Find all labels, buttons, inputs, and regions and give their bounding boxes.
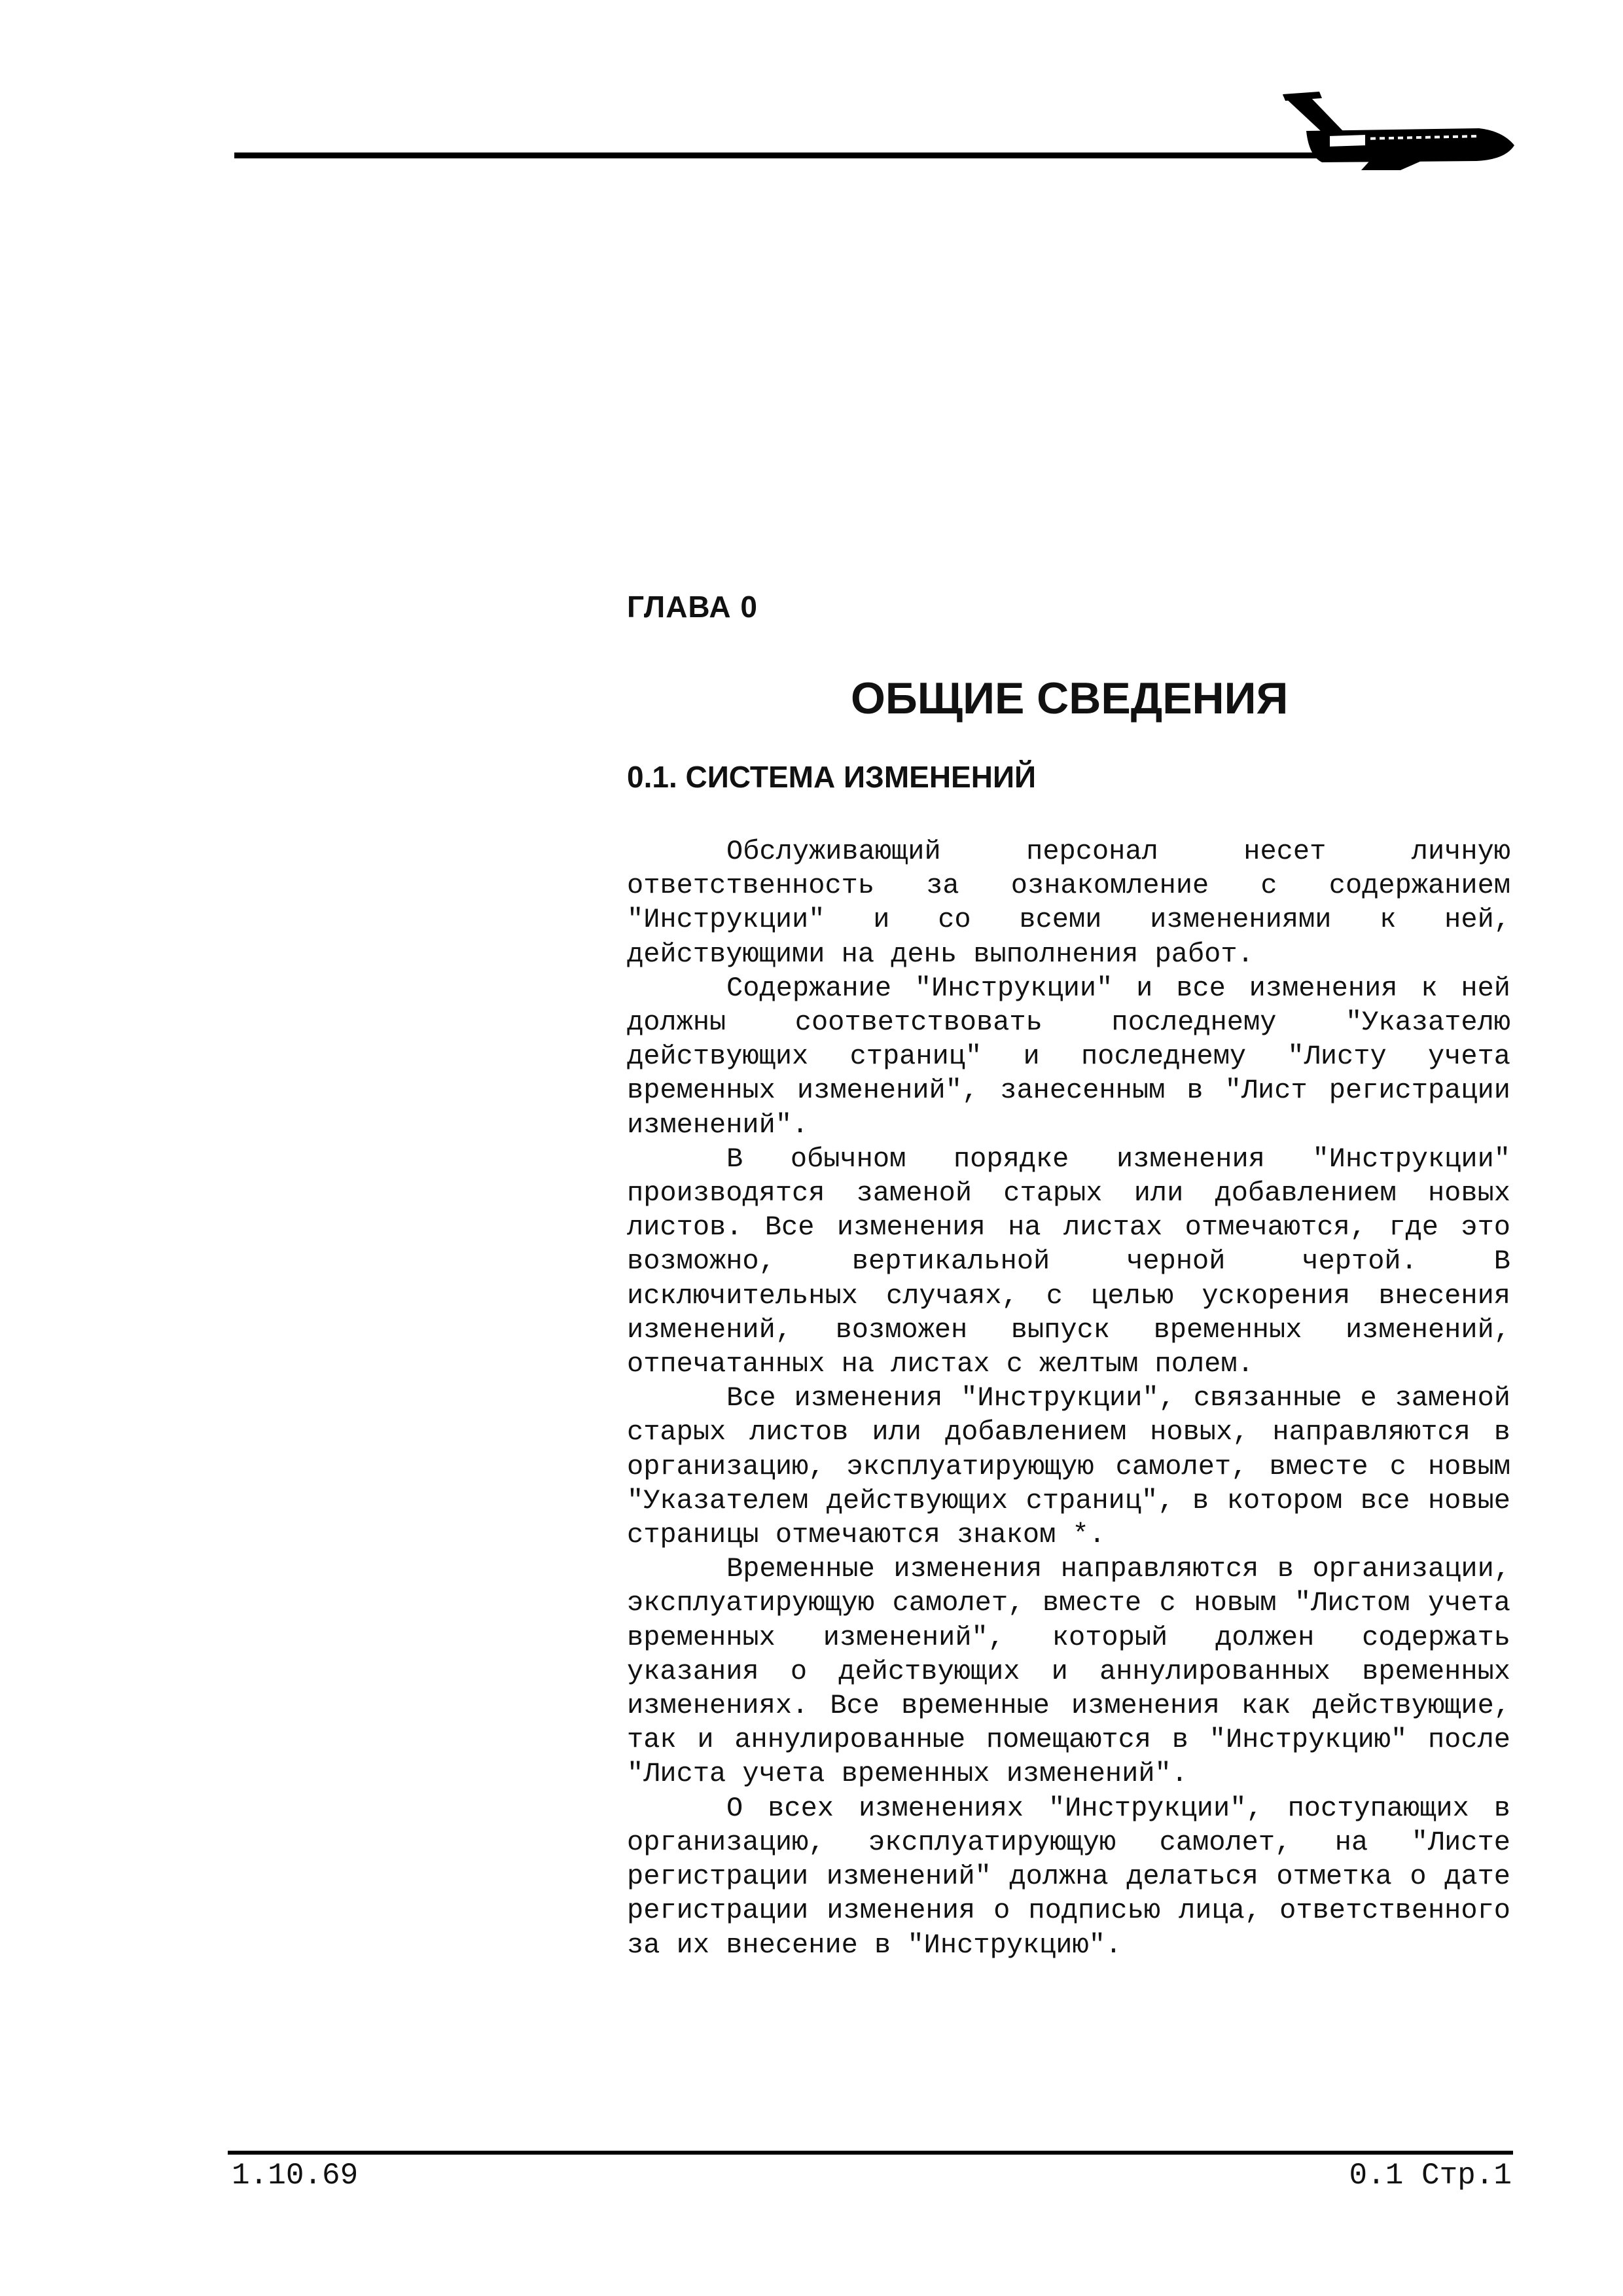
- paragraph: Все изменения "Инструкции", связанные е заменой старых листов или добавлением новых, направляются в организацию, эксплуатирующую самолет, вместе с новым "Указателем действующих страниц", в котором все новые страницы отмечаются знаком *.: [627, 1382, 1510, 1551]
- paragraph: В обычном порядке изменения "Инструкции" производятся заменой старых или добавлением новых листов. Все изменения на листах отмечаются, где это возможно, вертикальной черной чертой. В исключительных случаях, с целью ускорения внесения изменений, возможен выпуск временных изменений, отпечатанных на листах с желтым полем.: [627, 1143, 1510, 1380]
- chapter-label: ГЛАВА 0: [627, 590, 758, 624]
- body-text: [627, 834, 1510, 1962]
- page-title: ОБЩИЕ СВЕДЕНИЯ: [851, 673, 1289, 723]
- paragraph: Обслуживающий персонал несет личную ответственность за ознакомление с содержанием "Инструкции" и со всеми изменениями к ней, действующими на день выполнения работ.: [627, 836, 1510, 970]
- section-heading: 0.1. СИСТЕМА ИЗМЕНЕНИЙ: [627, 760, 1037, 794]
- paragraph: Временные изменения направляются в организации, эксплуатирующую самолет, вместе с новым "Листом учета временных изменений", который должен содержать указания о действующих и аннулированных временных изменениях. Все временные изменения как действующие, так и аннулированные помещаются в "Инструкцию" после "Листа учета временных изменений".: [627, 1553, 1510, 1790]
- header-rule: [234, 152, 1386, 158]
- airplane-icon: [1283, 90, 1518, 170]
- footer-date: 1.10.69: [232, 2159, 359, 2193]
- footer-page-number: 0.1 Стр.1: [1349, 2159, 1512, 2193]
- paragraph: Содержание "Инструкции" и все изменения к ней должны соответствовать последнему "Указателю действующих страниц" и последнему "Листу учета временных изменений", занесенным в "Лист регистрации изменений".: [627, 972, 1510, 1141]
- footer-rule: [228, 2151, 1513, 2155]
- paragraph: О всех изменениях "Инструкции", поступающих в организацию, эксплуатирующую самолет, на "Листе регистрации изменений" должна делаться отметка о дате регистрации изменения о подписью лица, ответственного за их внесение в "Инструкцию".: [627, 1792, 1510, 1961]
